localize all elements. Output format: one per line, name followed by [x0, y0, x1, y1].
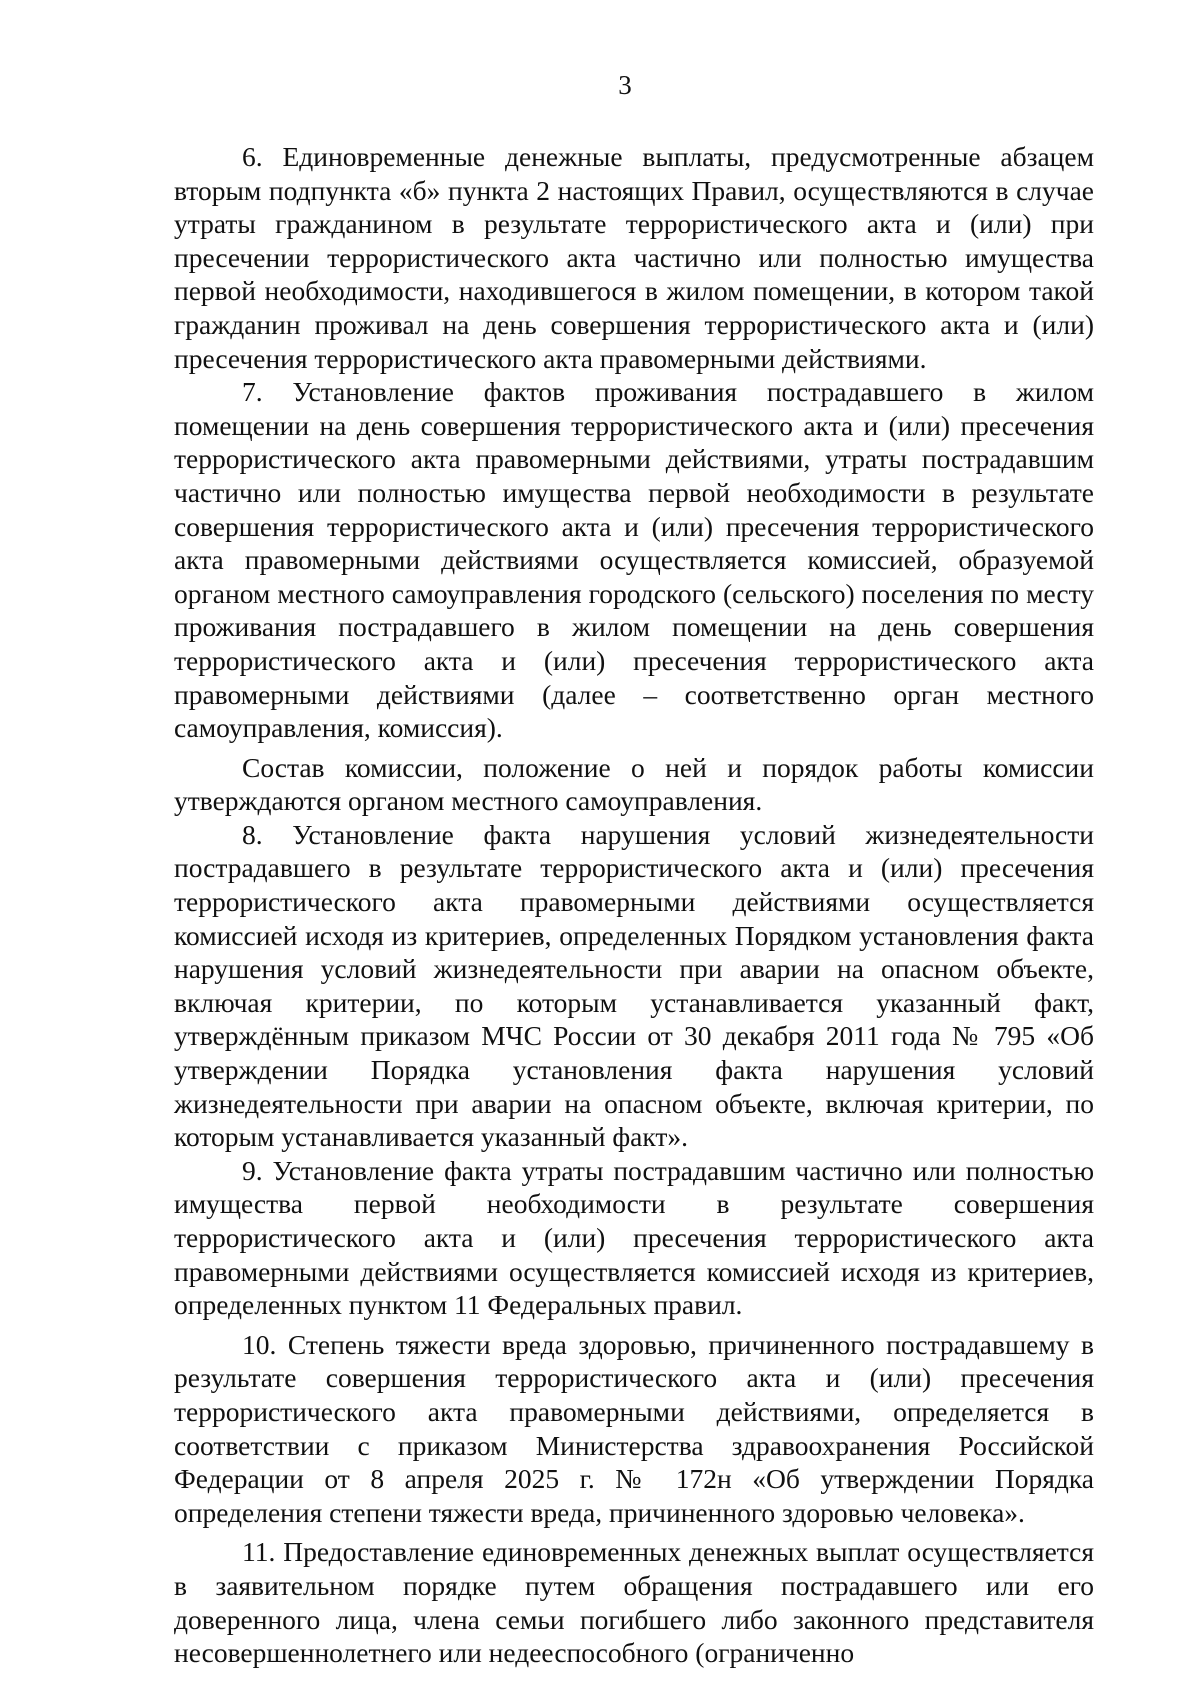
paragraph-9: 9. Установление факта утраты пострадавшим частично или полностью имущества первой необходимости в результате совершения террористического акта и (или) пресечения террористического акта правомерными действиями осуществляется комиссией исходя из критериев, определенных пунктом 11 Федеральных правил. [174, 1154, 1094, 1321]
paragraph-10: 10. Степень тяжести вреда здоровью, причиненного пострадавшему в результате совершения террористического акта и (или) пресечения террористического акта правомерными действиями, определяется в соответствии с приказом Министерства здравоохранения Российской Федерации от 8 апреля 2025 г. № 172н «Об утверждении Порядка определения степени тяжести вреда, причиненного здоровью человека». [174, 1328, 1094, 1528]
document-body [174, 140, 1094, 1670]
page-number: 3 [618, 70, 632, 100]
paragraph-11: 11. Предоставление единовременных денежных выплат осуществляется в заявительном порядке путем обращения пострадавшего или его доверенного лица, члена семьи погибшего либо законного представителя несовершеннолетнего или недееспособного (ограниченно [174, 1536, 1094, 1669]
paragraph-6: 6. Единовременные денежные выплаты, предусмотренные абзацем вторым подпункта «б» пункта 2 настоящих Правил, осуществляются в случае утраты гражданином в результате террористического акта и (или) при пресечении террористического акта частично или полностью имущества первой необходимости, находившегося в жилом помещении, в котором такой гражданин проживал на день совершения террористического акта и (или) пресечения террористического акта правомерными действиями. [174, 141, 1094, 374]
paragraph-commission-composition: Состав комиссии, положение о ней и порядок работы комиссии утверждаются органом местного самоуправления. [174, 751, 1094, 817]
paragraph-8: 8. Установление факта нарушения условий жизнедеятельности пострадавшего в результате террористического акта и (или) пресечения террористического акта правомерными действиями осуществляется комиссией исходя из критериев, определенных Порядком установления факта нарушения условий жизнедеятельности при аварии на опасном объекте, включая критерии, по которым устанавливается указанный факт, утверждённым приказом МЧС России от 30 декабря 2011 года № 795 «Об утверждении Порядка установления факта нарушения условий жизнедеятельности при аварии на опасном объекте, включая критерии, по которым устанавливается указанный факт». [174, 818, 1094, 1153]
paragraph-7: 7. Установление фактов проживания пострадавшего в жилом помещении на день совершения террористического акта и (или) пресечения террористического акта правомерными действиями, утраты пострадавшим частично или полностью имущества первой необходимости в результате совершения террористического акта и (или) пресечения террористического акта правомерными действиями осуществляется комиссией, образуемой органом местного самоуправления городского (сельского) поселения по месту проживания пострадавшего в жилом помещении на день совершения террористического акта и (или) пресечения террористического акта правомерными действиями (далее – соответственно орган местного самоуправления, комиссия). [174, 376, 1094, 744]
